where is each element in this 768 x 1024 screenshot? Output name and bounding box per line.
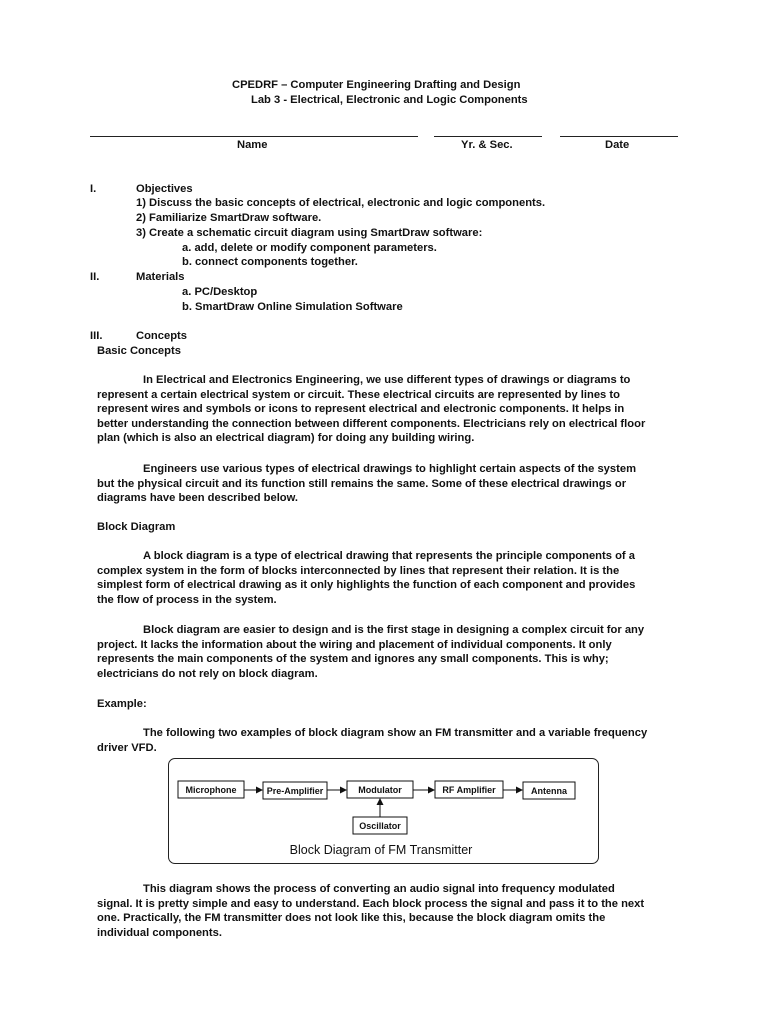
antenna-label: Antenna [531,786,567,796]
paragraph-6: This diagram shows the process of converting an audio signal into frequency modulated signal. It is pretty simple and easy to understand. Each block process the signal and pass it to the next one. Practically, the FM transmitter does not look like this, because the block diagram omits the individual components. [97,883,645,939]
objective-subitem-b: b. connect components together. [182,256,358,268]
example-heading: Example: [97,698,147,710]
name-label: Name [237,139,268,151]
date-line [560,136,678,137]
paragraph-1: In Electrical and Electronics Engineering, we use different types of drawings or diagrams to represent a certain electrical system or circuit. These electrical circuits are represented by lines to represent wires and symbols or icons to represent electrical and electronic components. It helps in better understanding the connection between different components. Electricians rely on electrical floor plan (which is also an electrical diagram) for doing any building wiring. [97,374,646,445]
paragraph-3: A block diagram is a type of electrical drawing that represents the principle components of a complex system in the form of blocks interconnected by lines that represent their relation. It is the simplest form of electrical drawing as it only highlights the function of each component and provides the flow of process in the system. [97,550,636,606]
materials-item-b: b. SmartDraw Online Simulation Software [182,301,403,313]
paragraph-2: Engineers use various types of electrical drawings to highlight certain aspects of the system but the physical circuit and its function still remains the same. Some of these electrical drawings or diagrams have been described below. [97,463,637,505]
document-title: CPEDRF – Computer Engineering Drafting and Design [232,79,521,91]
block-diagram-heading: Block Diagram [97,521,176,533]
yr-sec-line [434,136,542,137]
section2-numeral: II. [90,271,100,283]
oscillator-label: Oscillator [359,821,401,831]
yr-sec-label: Yr. & Sec. [461,139,513,151]
pre-amplifier-label: Pre-Amplifier [266,786,324,796]
fm-transmitter-block-diagram [168,758,599,864]
objective-item-3: 3) Create a schematic circuit diagram using SmartDraw software: [136,227,483,239]
paragraph-4: Block diagram are easier to design and is the first stage in designing a complex circuit for any project. It lacks the information about the wiring and placement of individual components. It only represents the main components of the system and ignores any small components. This is why; electricians do not rely on block diagram. [97,624,645,680]
materials-item-a: a. PC/Desktop [182,286,258,298]
document-subtitle: Lab 3 - Electrical, Electronic and Logic Components [251,94,528,106]
section1-numeral: I. [90,183,97,195]
section2-heading: Materials [136,271,185,283]
section3-numeral: III. [90,330,103,342]
modulator-label: Modulator [358,785,402,795]
objective-item-1: 1) Discuss the basic concepts of electrical, electronic and logic components. [136,197,546,209]
date-label: Date [605,139,630,151]
rf-amplifier-label: RF Amplifier [442,785,496,795]
section3-subheading: Basic Concepts [97,345,181,357]
objective-subitem-a: a. add, delete or modify component parameters. [182,242,437,254]
section1-heading: Objectives [136,183,193,195]
paragraph-5: The following two examples of block diagram show an FM transmitter and a variable frequency driver VFD. [97,727,648,754]
name-line [90,136,418,137]
section3-heading: Concepts [136,330,187,342]
block-diagram-svg [169,759,600,865]
microphone-label: Microphone [185,785,237,795]
diagram-title: Block Diagram of FM Transmitter [289,843,473,857]
objective-item-2: 2) Familiarize SmartDraw software. [136,212,322,224]
